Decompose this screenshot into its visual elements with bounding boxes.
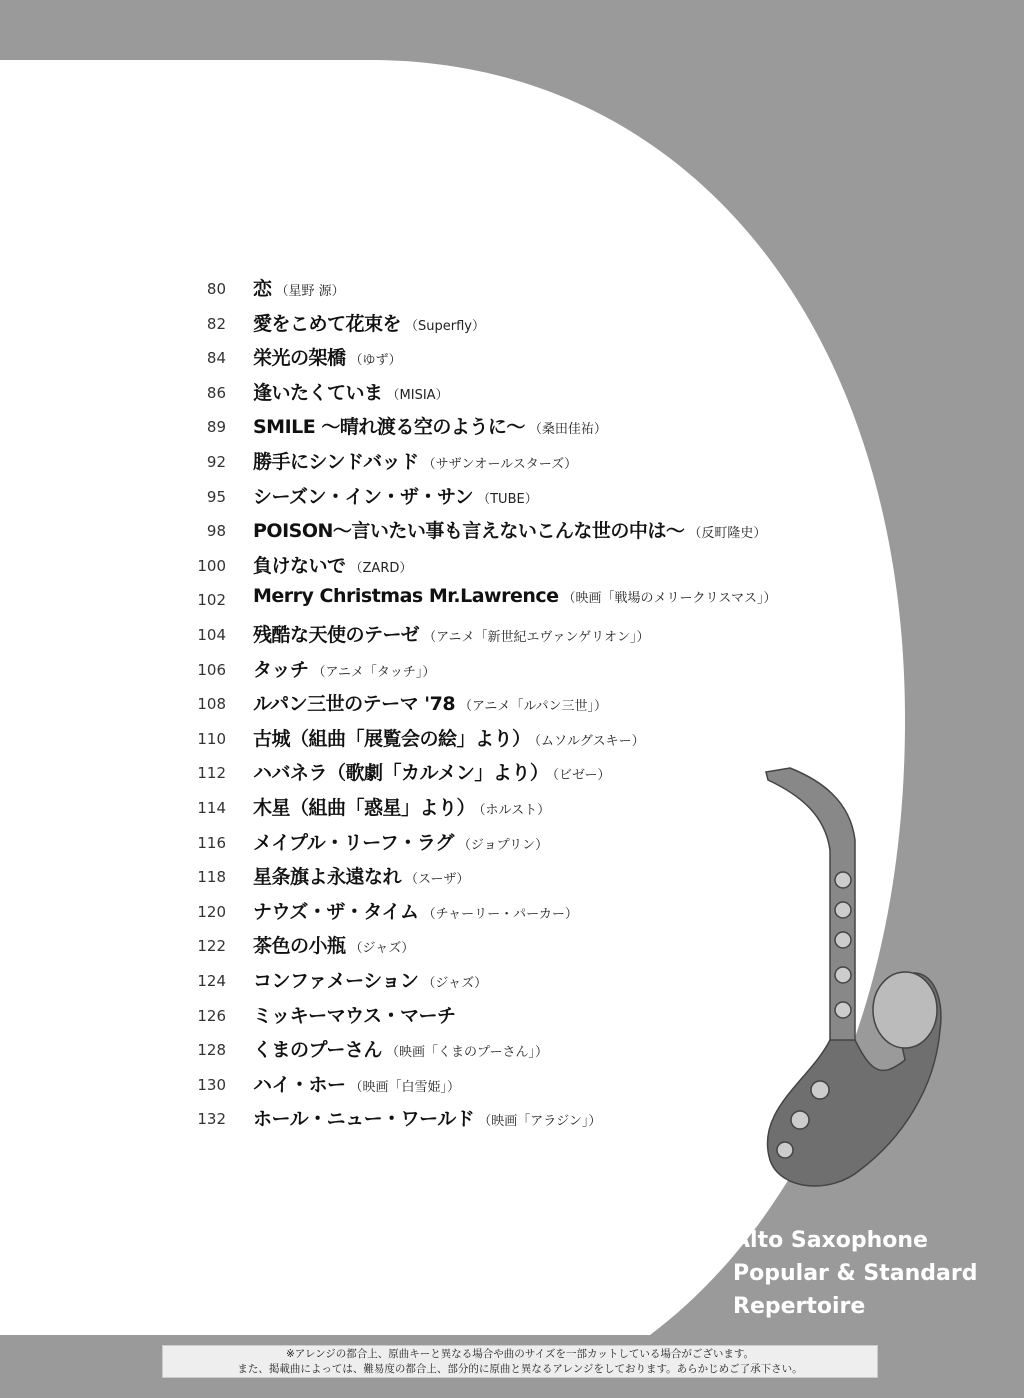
page-number: 89 [206,418,226,437]
song-title [253,309,485,336]
song-title-text: 恋 [253,278,272,300]
song-title [253,966,487,993]
song-title [253,378,449,405]
song-title [253,655,435,682]
song-artist: （星野 源） [275,284,345,299]
page-number: 122 [197,937,226,956]
song-title-text: ナウズ・ザ・タイム [253,900,419,923]
song-title-text: 木星（組曲「惑星」より） [253,797,476,819]
page-number: 116 [197,833,226,852]
song-title-text: SMILE ～晴れ渡る空のように～ [253,416,525,439]
book-title [733,1224,977,1323]
song-title-text: コンファメーション [253,970,419,992]
song-title-text: ハバネラ（歌劇「カルメン」より） [253,762,549,785]
song-title-text: 茶色の小瓶 [253,935,346,958]
page-number: 130 [197,1075,226,1094]
song-artist: （映画「戦場のメリークリスマス」） [562,591,777,607]
song-title [253,758,610,785]
song-title [253,1104,601,1131]
title-line-1: Alto Saxophone [733,1228,928,1253]
page-number: 104 [197,626,226,644]
song-artist: （ゆず） [349,353,402,369]
page-number: 120 [197,902,226,921]
song-title-text: 負けないで [253,554,346,577]
song-title-text: ハイ・ホー [253,1073,346,1096]
song-artist: （ジョプリン） [457,837,549,853]
song-artist: （サザンオールスターズ） [422,457,578,472]
title-line-3: Repertoire [733,1294,866,1319]
page-number: 84 [206,349,226,368]
note-line-2: また、掲載曲によっては、難易度の都合上、部分的に原曲と異なるアレンジをしております。あらかじめご了承下さい。 [237,1363,803,1375]
song-title [253,447,577,474]
song-title [253,343,402,370]
song-artist: （アニメ「タッチ」） [312,664,436,680]
song-title [253,862,469,889]
page-number: 82 [206,314,226,333]
song-title-text: 栄光の架橋 [253,347,346,370]
song-title [253,1001,460,1028]
song-artist: （映画「白雪姫」） [349,1079,461,1095]
song-title [253,412,607,439]
song-title-text: 残酷な天使のテーゼ [253,624,420,646]
song-title [253,274,345,301]
disclaimer-note [162,1345,878,1378]
song-artist: （ジャズ） [422,976,488,991]
song-artist: （アニメ「新世紀エヴァンゲリオン」） [423,630,650,645]
page-number: 108 [197,695,226,714]
song-artist: （ムソルグスキー） [534,733,645,749]
page-number: 124 [197,972,226,990]
song-title [253,828,548,855]
song-title-text: ミッキーマウス・マーチ [253,1004,456,1027]
page-number: 106 [197,660,226,679]
song-title-text: メイプル・リーフ・ラグ [253,831,454,854]
song-title-text: 古城（組曲「展覧会の絵」より） [253,727,531,750]
page-number: 114 [197,799,226,817]
song-title [253,585,777,607]
song-title [253,689,607,716]
song-title [253,551,412,578]
song-artist: （TUBE） [477,491,538,507]
page-number: 86 [206,383,226,402]
page-number: 95 [206,487,226,506]
song-artist: （反町隆史） [688,526,767,542]
song-title-text: 星条旗よ永遠なれ [253,866,402,889]
page-number: 112 [197,764,226,783]
title-line-2: Popular & Standard [733,1261,978,1286]
page-number: 102 [197,591,226,610]
song-title-text: ルパン三世のテーマ '78 [253,693,456,716]
song-title [253,931,414,958]
song-artist: （ホルスト） [479,803,551,818]
song-title-text: くまのプーさん [253,1039,382,1062]
song-artist: （ジャズ） [349,941,415,957]
song-title-text: 逢いたくていま [253,381,383,404]
song-title [253,724,645,751]
song-artist: （Superfly） [405,318,485,334]
song-title-text: 愛をこめて花束を [253,312,402,335]
song-artist: （映画「くまのプーさん」） [385,1045,549,1061]
song-artist: （MISIA） [386,387,449,403]
song-artist: （スーザ） [405,872,470,888]
song-title [253,1035,548,1062]
song-artist: （桑田佳祐） [528,422,607,438]
song-title-text: タッチ [253,658,309,681]
song-artist: （アニメ「ルパン三世」） [459,699,607,715]
page-number: 100 [197,556,226,575]
page-number: 118 [197,868,226,887]
song-title [253,516,766,543]
page-number: 80 [206,280,226,298]
song-title [253,897,578,924]
page-number: 126 [197,1006,226,1025]
note-line-1: ※アレンジの都合上、原曲キーと異なる場合や曲のサイズを一部カットしている場合がございます。 [285,1348,755,1360]
song-title-text: POISON～言いたい事も言えないこんな世の中は～ [253,520,685,543]
song-title [253,1070,460,1097]
page-number: 98 [206,522,226,541]
song-title-text: ホール・ニュー・ワールド [253,1108,475,1131]
song-title [253,620,649,647]
song-title-text: Merry Christmas Mr.Lawrence [253,585,559,608]
page-number: 128 [197,1041,226,1060]
page-number: 110 [197,729,226,748]
song-artist: （ZARD） [349,560,413,576]
page-number: 92 [206,453,226,471]
song-title [253,793,550,820]
song-artist: （ビゼー） [552,768,611,784]
song-title-text: シーズン・イン・ザ・サン [253,485,474,508]
song-artist: （映画「アラジン」） [478,1114,602,1130]
page-number: 132 [197,1110,226,1129]
song-artist: （チャーリー・パーカー） [422,906,578,922]
song-title [253,482,538,509]
song-title-text: 勝手にシンドバッド [253,451,419,473]
